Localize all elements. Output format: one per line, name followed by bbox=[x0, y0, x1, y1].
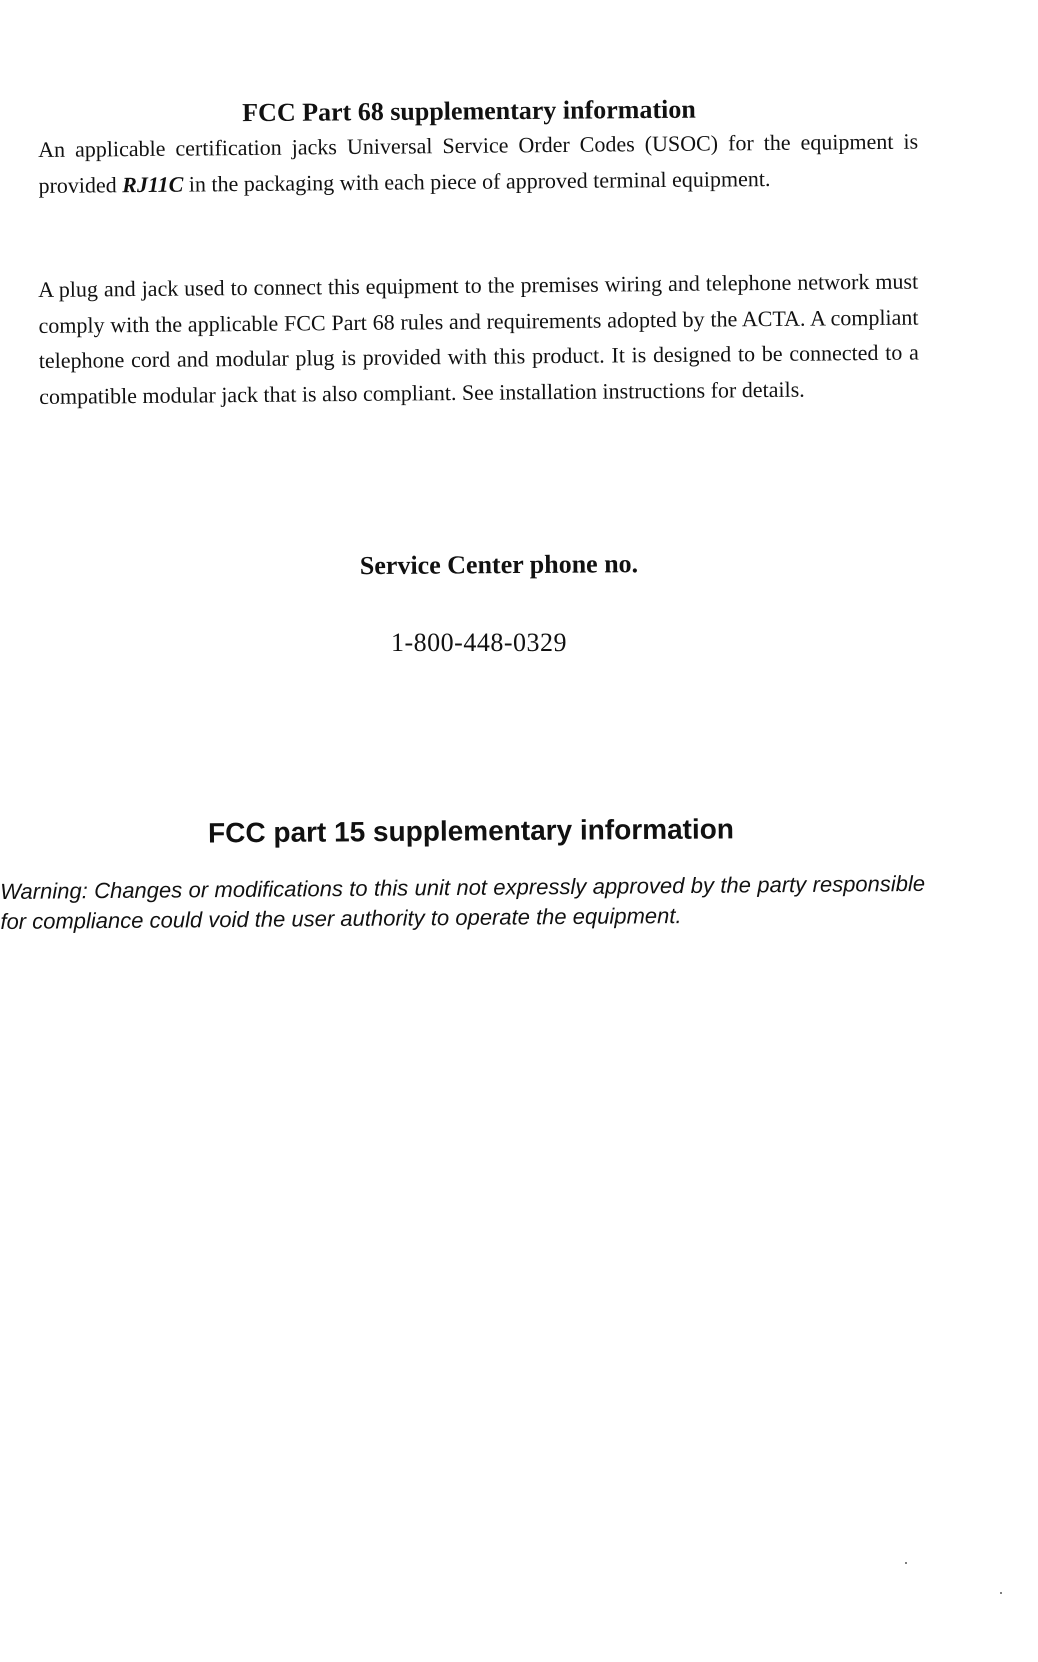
service-center-heading bbox=[0, 546, 1038, 583]
part15-heading bbox=[0, 811, 1038, 851]
service-phone-number bbox=[0, 628, 1038, 658]
service-phone-number-text: 1-800-448-0329 bbox=[391, 628, 567, 657]
part15-heading-text: FCC part 15 supplementary information bbox=[207, 813, 735, 849]
part68-paragraph-1-start: An applicable certification jacks Universal Service Order Codes (USOC) for the equipment is provided bbox=[38, 128, 919, 198]
part68-paragraph-1-end: in the packaging with each piece of approved terminal equipment. bbox=[183, 165, 771, 197]
scan-speck bbox=[1000, 1592, 1002, 1594]
service-center-heading-text: Service Center phone no. bbox=[359, 549, 639, 581]
part15-warning: Warning: Changes or modifications to this unit not expressly approved by the party responsible for compliance could void the user authority to operate the equipment. bbox=[0, 870, 926, 934]
part68-paragraph-1 bbox=[38, 124, 919, 203]
usoc-code: RJ11C bbox=[122, 171, 184, 197]
scan-speck bbox=[905, 1562, 907, 1564]
part68-paragraph-2: A plug and jack used to connect this equipment to the premises wiring and telephone network must comply with the applicable FCC Part 68 rules and requirements adopted by the ACTA. A compliant telephone cord and modular plug is provided with this product. It is designed to be connected to a compatible modular jack that is also compliant. See installation instructions for details. bbox=[38, 268, 919, 409]
part68-heading-text: FCC Part 68 supplementary information bbox=[242, 94, 696, 128]
